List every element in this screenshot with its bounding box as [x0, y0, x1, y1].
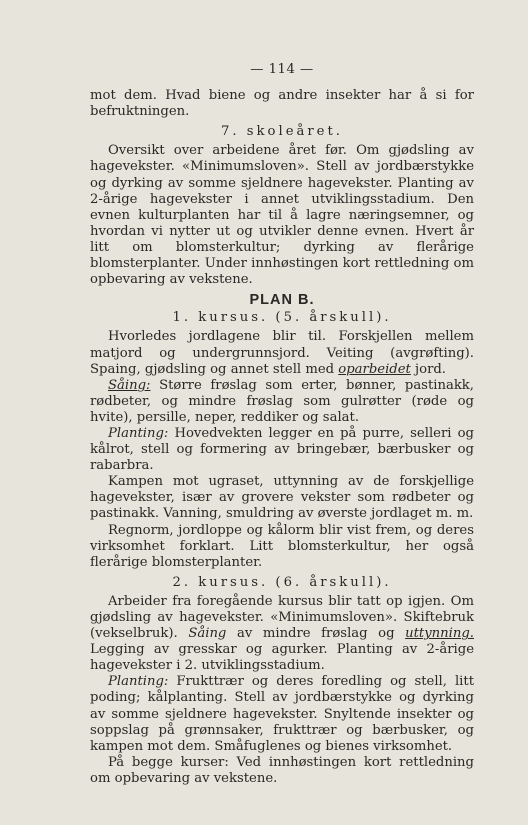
page-content [90, 62, 474, 787]
course-1-paragraph-weeds: Kampen mot ugraset, uttynning av de forskjellige hagevekster, især av grovere vekster som rødbeter og pastinakk. Vanning, smuldring av øverste jordlaget m. m. [90, 474, 474, 522]
course-2-paragraph-work: Arbeider fra foregående kursus blir tatt op igjen. Om gjødsling av hagevekster. «Minimumsloven». Skiftebruk (vekselbruk). Såing av mindre frøslag og uttynning. Legging av gresskar og agurker. Planting av 2-årige hagevekster i 2. utviklingsstadium. [90, 593, 474, 674]
paragraph-intro: mot dem. Hvad biene og andre insekter har å si for befruktningen. [90, 88, 474, 120]
course-2-paragraph-planting: Planting: Frukttrær og deres foredling og stell, litt poding; kålplanting. Stell av jordbærstykke og dyrking av somme sjeldnere hagevekster. Snyltende insekter og soppslag på grønnsaker, frukttrær og bærbusker, og kampen mot dem. Småfuglenes og bienes virksomhet. [90, 674, 474, 754]
course-1-paragraph-pests: Regnorm, jordloppe og kålorm blir vist frem, og deres virksomhet forklart. Litt blomsterkultur, her også flerårige blomsterplanter. [90, 522, 474, 570]
course-1-heading: 1. kursus. (5. årskull). [172, 310, 392, 326]
course-2-paragraph-storage: På begge kurser: Ved innhøstingen kort rettledning om opbevaring av vekstene. [90, 754, 474, 786]
paragraph-7-skolearet: Oversikt over arbeidene året før. Om gjødsling av hagevekster. «Minimumsloven». Stell av jordbærstykke og dyrking av somme sjeldnere hagevekster. Planting av 2-årige hagevekster i annet utviklingsstadium. Den evnen kulturplanten har til å lagre næringsemner, og hvordan vi nytter ut og utvikler denne evnen. Hvert år litt om blomsterkultur; dyrking av flerårige blomsterplanter. Under innhøstingen kort rettledning om opbevaring av vekstene. [90, 143, 474, 288]
section-heading-7-skolearet: 7. skoleåret. [221, 124, 343, 140]
course-2-heading: 2. kursus. (6. årskull). [172, 574, 392, 590]
course-1-paragraph-planting: Planting: Hovedvekten legger en på purre, selleri og kålrot, stell og formering av bringebær, bærbusker og rabarbra. [90, 425, 474, 474]
plan-b-heading: PLAN B. [249, 292, 315, 309]
course-1-paragraph-soil: Hvorledes jordlagene blir til. Forskjellen mellem matjord og undergrunnsjord. Veiting (avgrøfting). Spaing, gjødsling og annet stell med oparbeidet jord. [90, 329, 474, 377]
course-1-paragraph-saaing: Såing: Større frøslag som erter, bønner, pastinakk, rødbeter, og mindre frøslag som gulrøtter (røde og hvite), persille, neper, reddiker og salat. [90, 377, 474, 425]
page-number: — 114 — [250, 62, 314, 77]
